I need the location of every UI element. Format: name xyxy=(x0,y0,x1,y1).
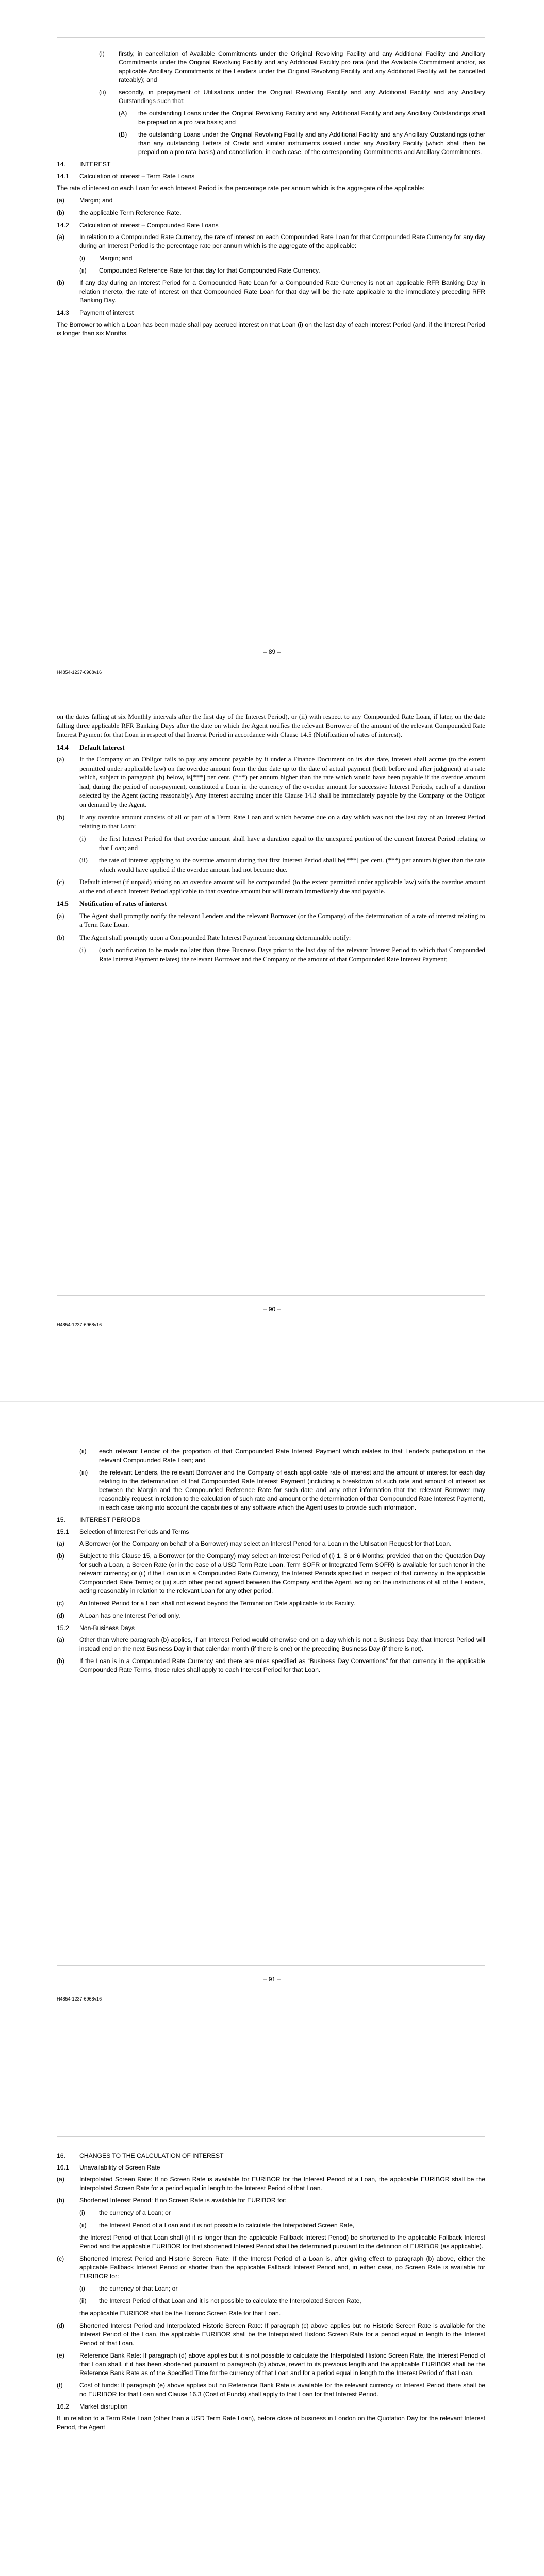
list-item xyxy=(79,856,485,874)
paragraph: on the dates falling at six Monthly intervals after the first day of the Interest Period), or (ii) with respect to any Compounded Rate Loan, if later, on the date falling three applicable RFR Banking Days after the date on which the Agent notifies the relevant Borrower of the amount of the relevant Compounded Rate Interest Payment for that Loan in respect of that Interest Period in accordance with Clause 14.5 (Notification of rates of interest). xyxy=(57,713,485,738)
list-text: Shortened Interest Period: If no Screen Rate is available for EURIBOR for: xyxy=(79,2197,287,2204)
clause-number: 14.2 xyxy=(57,222,69,229)
list-item xyxy=(99,49,485,84)
paragraph: the applicable EURIBOR shall be the Historic Screen Rate for that Loan. xyxy=(79,2310,281,2317)
clause-title: Calculation of interest – Compounded Rate Loans xyxy=(79,222,219,229)
clause-heading xyxy=(57,160,485,169)
list-label: (i) xyxy=(79,835,86,842)
list-text: the applicable Term Reference Rate. xyxy=(79,209,182,216)
list-item xyxy=(57,196,485,205)
list-text: the first Interest Period for that overdue amount shall have a duration equal to the unexpired portion of the current Interest Period relating to that Loan; and xyxy=(99,835,485,852)
subclause-heading xyxy=(57,221,485,230)
list-text: Compounded Reference Rate for that day for that Compounded Rate Currency. xyxy=(99,267,320,274)
subclause-heading xyxy=(57,309,485,317)
subclause-heading xyxy=(57,1528,485,1536)
clause-title: INTEREST xyxy=(79,161,111,168)
doc-ref: H4854-1237-6968v16 xyxy=(57,1322,102,1327)
list-label: (a) xyxy=(57,2176,64,2183)
list-text: Default interest (if unpaid) arising on an overdue amount will be compounded (to the extent permitted under applicable law) with the overdue amount at the end of each Interest Period applicable to that overdue amount but will remain immediately due and payable. xyxy=(79,878,485,895)
list-label: (iii) xyxy=(79,1469,88,1476)
list-label: (b) xyxy=(57,2197,64,2204)
list-label: (i) xyxy=(79,946,86,954)
list-item xyxy=(57,1612,485,1620)
paragraph: The Borrower to which a Loan has been made shall pay accrued interest on that Loan (i) on the last day of each Interest Period (and, if the Interest Period is longer than six Months, xyxy=(57,321,485,337)
list-text: the outstanding Loans under the Original Revolving Facility and any Additional Facility and any Ancillary Outstandings shall be prepaid on a pro rata basis; and xyxy=(138,110,485,126)
paragraph: If, in relation to a Term Rate Loan (other than a USD Term Rate Loan), before close of business in London on the Quotation Day for the relevant Interest Period, the Agent xyxy=(57,2415,485,2431)
list-text: If the Company or an Obligor fails to pay any amount payable by it under a Finance Document on its due date, interest shall accrue (to the extent permitted under applicable law) on the overdue amount from the due date up to the date of actual payment (both before and after judgment) at a rate which, subject to paragraph (b) below, is[***] per cent. (***) per annum higher than the rate which would have been payable if the overdue amount had, during the period of non-payment, constituted a Loan in the currency of the overdue amount for successive Interest Periods, each of a duration selected by the Agent (acting reasonably). Any interest accruing under this Clause 14.3 shall be immediately payable by the Company or the Obligor on demand by the Agent. xyxy=(79,755,485,808)
page-89 xyxy=(0,0,544,698)
page-separator xyxy=(0,1401,544,1402)
page-92 xyxy=(0,2107,544,2576)
page-number: – 90 – xyxy=(263,1306,281,1313)
page-number: – 89 – xyxy=(263,648,281,655)
clause-title: Market disruption xyxy=(79,2403,128,2410)
clause-number: 14.4 xyxy=(57,743,69,751)
list-label: (b) xyxy=(57,1657,64,1665)
list-item xyxy=(57,1657,485,1674)
page-top-rule xyxy=(57,2136,485,2137)
paragraph: The rate of interest on each Loan for each Interest Period is the percentage rate per annum which is the aggregate of the applicable: xyxy=(57,184,425,192)
list-item xyxy=(57,933,485,942)
list-label: (b) xyxy=(57,279,64,286)
list-item xyxy=(79,2297,485,2306)
list-text: the currency of that Loan; or xyxy=(99,2285,178,2292)
list-item xyxy=(57,755,485,809)
clause-title: Calculation of interest – Term Rate Loans xyxy=(79,173,195,180)
clause-number: 16.2 xyxy=(57,2403,69,2410)
clause-number: 14.3 xyxy=(57,309,69,316)
clause-number: 16. xyxy=(57,2152,65,2159)
list-text: Reference Bank Rate: If paragraph (d) above applies but it is not possible to calculate the Interpolated Historic Screen Rate, the Interest Period of that Loan shall, if it has been shortened pursuant to paragraph (b) above, revert to its previous length and the applicable EURIBOR shall be the Reference Bank Rate as of the Specified Time for the currency of that Loan and for a period equal in length to the Interest Period of that Loan. xyxy=(79,2352,485,2377)
subclause-heading xyxy=(57,899,485,908)
list-item xyxy=(119,109,485,127)
list-text: An Interest Period for a Loan shall not extend beyond the Termination Date applicable to its Facility. xyxy=(79,1600,355,1607)
list-label: (c) xyxy=(57,878,64,886)
list-label: (c) xyxy=(57,2255,64,2262)
list-item xyxy=(57,1539,485,1548)
list-text: Shortened Interest Period and Historic Screen Rate: If the Interest Period of a Loan is, after giving effect to paragraph (b) above, either the applicable Fallback Interest Period or shorter than the applicable Fallback Interest Period and, in either case, no Screen Rate is available for EURIBOR for: xyxy=(79,2255,485,2280)
page-90 xyxy=(0,702,544,1400)
list-text: Margin; and xyxy=(79,197,113,204)
clause-number: 14.1 xyxy=(57,173,69,180)
page-top-rule xyxy=(57,37,485,38)
list-label: (d) xyxy=(57,2322,64,2329)
list-item xyxy=(57,2381,485,2399)
list-item xyxy=(57,2351,485,2378)
list-item xyxy=(57,1599,485,1608)
list-label: (c) xyxy=(57,1600,64,1607)
list-label: (ii) xyxy=(79,267,87,274)
list-text: A Borrower (or the Company on behalf of a Borrower) may select an Interest Period for a Loan in the Utilisation Request for that Loan. xyxy=(79,1540,452,1547)
list-text: secondly, in prepayment of Utilisations under the Original Revolving Facility and any Additional Facility and any Ancillary Outstandings such that: xyxy=(119,89,485,105)
list-label: (i) xyxy=(79,2285,85,2292)
list-text: the outstanding Loans under the Original Revolving Facility and any Additional Facility and any Ancillary Outstandings (other than any outstanding Letters of Credit and similar instruments issued under any Ancillary Facility (which shall then be prepaid on a pro rata basis) and cancellation, in each case, of the corresponding Commitments and Ancillary Commitments. xyxy=(138,131,485,156)
list-item xyxy=(79,834,485,852)
page-number: – 91 – xyxy=(263,1976,281,1983)
list-label: (a) xyxy=(57,233,64,241)
list-label: (a) xyxy=(57,755,64,763)
doc-ref: H4854-1237-6968v16 xyxy=(57,670,102,675)
clause-heading xyxy=(57,2151,485,2160)
list-text: Subject to this Clause 15, a Borrower (or the Company) may select an Interest Period of (i) 1, 3 or 6 Months; provided that on the Quotation Day for such a Loan, a Screen Rate (or in the case of a USD Term Rate Loan, Term SOFR or Integrated Term SOFR) is available for such tenor in the relevant currency; or (ii) if the Loan is in a Compounded Rate Currency, the Interest Periods specified in respect of that currency in the applicable Compounded Rate Terms; or (iii) such other period agreed between the Company and the Agent, acting on the instructions of all of the Lenders, acting reasonably in relation to the relevant Loan for any other period. xyxy=(79,1552,485,1595)
list-text: In relation to a Compounded Rate Currency, the rate of interest on each Compounded Rate Loan for that Compounded Rate Currency for any day during an Interest Period is the percentage rate per annum which is the aggregate of the applicable: xyxy=(79,233,485,249)
clause-number: 15.1 xyxy=(57,1528,69,1535)
list-label: (i) xyxy=(79,255,85,262)
clause-title: Unavailability of Screen Rate xyxy=(79,2164,160,2171)
page-body xyxy=(57,712,485,967)
clause-title: Non-Business Days xyxy=(79,1624,135,1632)
list-label: (d) xyxy=(57,1612,64,1619)
page-body xyxy=(57,1447,485,1678)
list-item xyxy=(79,2209,485,2217)
list-text: Other than where paragraph (b) applies, if an Interest Period would otherwise end on a day which is not a Business Day, that Interest Period will instead end on the next Business Day in that calendar month (if there is one) or the preceding Business Day (if there is not). xyxy=(79,1636,485,1652)
list-label: (b) xyxy=(57,209,64,216)
doc-ref: H4854-1237-6968v16 xyxy=(57,1996,102,2002)
list-text: Margin; and xyxy=(99,255,133,262)
list-text: (such notification to be made no later than three Business Days prior to the last day of the relevant Interest Period to which that Compounded Rate Interest Payment relates) the relevant Borrower and the Company of the amount of that Compounded Rate Interest Payment; xyxy=(99,946,485,963)
list-text: each relevant Lender of the proportion of that Compounded Rate Interest Payment which relates to that Lender's participation in the relevant Compounded Rate Loan; and xyxy=(99,1448,485,1464)
subclause-heading xyxy=(57,2163,485,2172)
list-item xyxy=(119,130,485,157)
list-item xyxy=(57,1636,485,1653)
list-item xyxy=(99,88,485,106)
list-label: (B) xyxy=(119,131,127,138)
list-label: (a) xyxy=(57,197,64,204)
list-label: (i) xyxy=(79,2209,85,2216)
list-item xyxy=(79,266,485,275)
list-text: Cost of funds: If paragraph (e) above applies but no Reference Bank Rate is available for the relevant currency or Interest Period there shall be no EURIBOR for that Loan and Clause 16.3 (Cost of Funds) shall apply to that Loan for that Interest Period. xyxy=(79,2382,485,2398)
list-item xyxy=(79,2284,485,2293)
list-item xyxy=(57,812,485,831)
list-item xyxy=(57,2175,485,2193)
list-text: Interpolated Screen Rate: If no Screen Rate is available for EURIBOR for the Interest Period of a Loan, the applicable EURIBOR shall be the Interpolated Screen Rate for a period equal in length to the Interest Period of that Loan. xyxy=(79,2176,485,2192)
list-text: the Interest Period of a Loan and it is not possible to calculate the Interpolated Screen Rate, xyxy=(99,2222,355,2229)
list-item xyxy=(79,2221,485,2230)
clause-title: Notification of rates of interest xyxy=(79,900,167,907)
clause-title: INTEREST PERIODS xyxy=(79,1516,141,1523)
list-item xyxy=(57,279,485,305)
clause-heading xyxy=(57,1516,485,1524)
subclause-heading xyxy=(57,743,485,752)
clause-title: CHANGES TO THE CALCULATION OF INTEREST xyxy=(79,2152,224,2159)
list-text: If any day during an Interest Period for a Compounded Rate Loan for a Compounded Rate Currency is not an applicable RFR Banking Day in relation thereto, the rate of interest on that Compounded Rate Loan for that day will be the rate applicable to the immediately preceding RFR Banking Day. xyxy=(79,279,485,304)
clause-number: 14. xyxy=(57,161,65,168)
list-label: (f) xyxy=(57,2382,63,2389)
list-label: (ii) xyxy=(79,2222,87,2229)
list-item xyxy=(79,1468,485,1512)
subclause-heading xyxy=(57,2402,485,2411)
page-body xyxy=(57,2148,485,2435)
list-label: (b) xyxy=(57,1552,64,1560)
list-text: the rate of interest applying to the overdue amount during that first Interest Period shall be[***] per cent. (***) per annum higher than the rate which would have applied if the overdue amount had not become due. xyxy=(99,856,485,873)
list-label: (ii) xyxy=(79,2297,87,2304)
clause-number: 14.5 xyxy=(57,900,69,907)
list-label: (A) xyxy=(119,110,127,117)
list-text: The Agent shall promptly upon a Compounded Rate Interest Payment becoming determinable notify: xyxy=(79,933,351,941)
list-item xyxy=(57,1552,485,1596)
clause-number: 15. xyxy=(57,1516,65,1523)
list-label: (i) xyxy=(99,50,105,57)
list-item xyxy=(57,2321,485,2348)
list-text: If any overdue amount consists of all or part of a Term Rate Loan and which became due on a day which was not the last day of an Interest Period relating to that Loan: xyxy=(79,813,485,830)
list-label: (b) xyxy=(57,813,65,821)
list-text: Shortened Interest Period and Interpolated Historic Screen Rate: If paragraph (c) above applies but no Historic Screen Rate is available for the Interest Period of the Loan, the applicable EURIBOR shall be the Interpolated Historic Screen Rate for a period equal in length to the Interest Period of that Loan. xyxy=(79,2322,485,2347)
list-item xyxy=(57,877,485,895)
list-label: (ii) xyxy=(79,856,88,864)
list-label: (a) xyxy=(57,1636,64,1643)
list-label: (a) xyxy=(57,1540,64,1547)
list-item xyxy=(57,2255,485,2281)
subclause-heading xyxy=(57,1624,485,1633)
list-text: The Agent shall promptly notify the relevant Lenders and the relevant Borrower (or the Company) of the determination of a rate of interest relating to a Term Rate Loan. xyxy=(79,911,485,928)
list-text: the relevant Lenders, the relevant Borrower and the Company of each applicable rate of interest and the amount of interest for each day relating to the determination of that Compounded Rate Interest Payment (including a breakdown of such rate and amount of interest as between the Margin and the Compounded Reference Rate for such date and any other information that the relevant Borrower may reasonably request in relation to the calculation of such rate and amount or the determination of that Compounded Rate Interest Payment), in each case taking into account the capabilities of any software which the Agent uses to provide such information. xyxy=(99,1469,485,1511)
list-label: (e) xyxy=(57,2352,64,2359)
list-label: (ii) xyxy=(79,1448,87,1455)
list-label: (a) xyxy=(57,911,64,920)
list-item xyxy=(79,1447,485,1465)
list-item xyxy=(57,2196,485,2205)
subclause-heading xyxy=(57,172,485,181)
clause-title: Default Interest xyxy=(79,743,125,751)
clause-title: Payment of interest xyxy=(79,309,134,316)
paragraph: the Interest Period of that Loan shall (if it is longer than the applicable Fallback Interest Period) be shortened to the applicable Fallback Interest Period and the applicable EURIBOR for that shortened Interest Period shall be determined pursuant to the definition of EURIBOR (as applicable). xyxy=(79,2234,485,2250)
page-bottom-rule xyxy=(57,1965,485,1966)
list-text: the currency of a Loan; or xyxy=(99,2209,171,2216)
list-item xyxy=(57,209,485,217)
list-item xyxy=(79,254,485,263)
clause-title: Selection of Interest Periods and Terms xyxy=(79,1528,189,1535)
list-text: A Loan has one Interest Period only. xyxy=(79,1612,180,1619)
page-bottom-rule xyxy=(57,1295,485,1296)
clause-number: 15.2 xyxy=(57,1624,69,1632)
list-item xyxy=(57,233,485,250)
list-label: (b) xyxy=(57,933,65,941)
page-body xyxy=(57,49,485,342)
list-item xyxy=(79,945,485,963)
list-text: the Interest Period of that Loan and it is not possible to calculate the Interpolated Screen Rate, xyxy=(99,2297,361,2304)
list-text: If the Loan is in a Compounded Rate Currency and there are rules specified as “Business Day Conventions” for that currency in the applicable Compounded Rate Terms, those rules shall apply to each Interest Period for that Loan. xyxy=(79,1657,485,1673)
page-91 xyxy=(0,1404,544,2102)
list-item xyxy=(57,911,485,929)
list-text: firstly, in cancellation of Available Commitments under the Original Revolving Facility and any Additional Facility and Ancillary Commitments under the Original Revolving Facility and any Additional Facility pro rata (and the Available Commitment and/or, as applicable Ancillary Commitments of the Lenders under the Original Revolving Facility and any Additional Facility will be cancelled rateably); and xyxy=(119,50,485,83)
clause-number: 16.1 xyxy=(57,2164,69,2171)
list-label: (ii) xyxy=(99,89,106,96)
